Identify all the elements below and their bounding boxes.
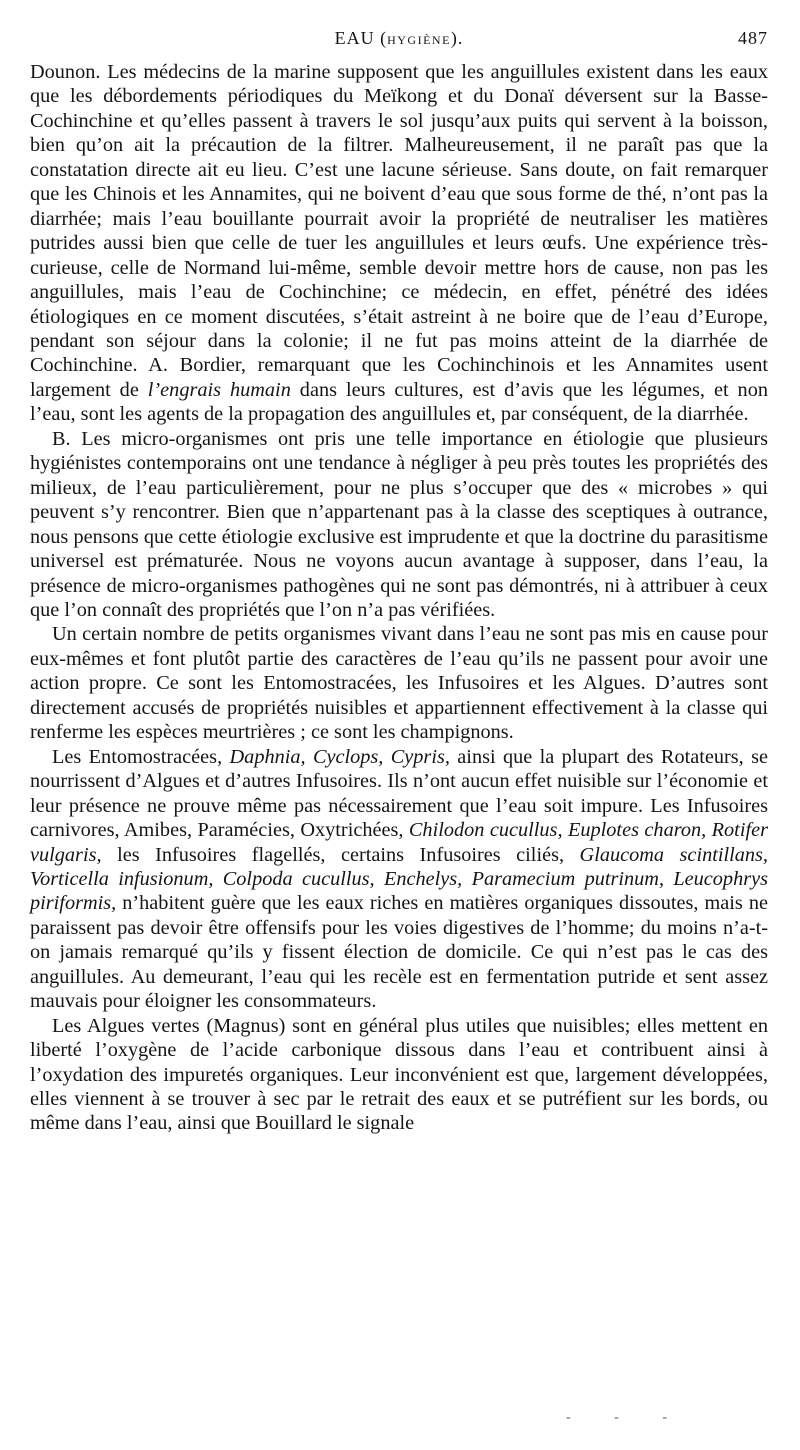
page-number: 487 [738,28,768,48]
book-page [30,28,768,1136]
paragraph [30,427,768,623]
text-run: dans leurs cultures, est d’avis que les légumes, et non l’eau, sont les agents de la propagation des anguillules et, par conséquent, de la diarrhée. [30,378,768,426]
title-subject: HYGIÈNE [387,33,451,47]
text-run: Les Entomostracées, [52,745,230,768]
running-title [30,28,768,49]
running-head [30,28,768,54]
text-run: Dounon. Les médecins de la marine supposent que les anguillules existent dans les eaux que les débordements périodiques du Meïkong et du Donaï déversent sur la Basse-Cochinchine et qu’elles passent à travers le sol jusqu’aux puits qui servent à la boisson, bien qu’on ait la précaution de la filtrer. Malheureusement, il ne paraît pas que la constatation directe ait eu lieu. C’est une lacune sérieuse. Sans doute, on fait remarquer que les Chinois et les Annamites, qui ne boivent d’eau que sous forme de thé, n’ont pas la diarrhée; mais l’eau bouillante pourrait avoir la propriété de neutraliser les matières putrides aussi bien que celle de tuer les anguillules et leurs œufs. Une expérience très-curieuse, celle de Normand lui-même, semble devoir mettre hors de cause, non pas les anguillules, mais l’eau de Cochinchine; ce médecin, en effet, pénétré des idées étiologiques en ce moment discutées, s’était astreint à ne boire que de l’eau d’Europe, pendant son séjour dans la colonie; il ne fut pas moins atteint de la diarrhée de Cochinchine. A. Bordier, remarquant que les Cochinchinois et les Annamites usent largement de [30,61,768,401]
print-mark: - - - [566,1410,687,1425]
italic-term: Glaucoma scintillans, Vorticella infusionum, Colpoda cucullus, Enchelys, Paramecium putrinum, Leucophrys piriformis, [30,843,768,915]
text-run: B. Les micro-organismes ont pris une telle importance en étiologie que plusieurs hygiénistes contemporains ont une tendance à négliger à peu près toutes les propriétés des milieux, de l’eau particulièrement, pour ne plus s’occuper que des « microbes » qui peuvent s’y rencontrer. Bien que n’appartenant pas à la classe des sceptiques à outrance, nous pensons que cette étiologie exclusive est imprudente et que la doctrine du parasitisme universel est prématurée. Nous ne voyons aucun avantage à supposer, dans l’eau, la présence de micro-organismes pathogènes qui ne sont pas démontrés, ni à attribuer à ceux que l’on connaît des propriétés que l’on n’a pas vérifiées. [30,427,768,621]
title-main: EAU ( [334,28,388,48]
text-run: n’habitent guère que les eaux riches en matières organiques dissoutes, mais ne paraissent pas devoir être offensifs pour les voies digestives de l’homme; du moins n’a-t-on jamais remarqué qu’ils y fissent élection de domicile. Ce qui n’est pas le cas des anguillules. Au demeurant, l’eau qui les recèle est en fermentation putride et sent assez mauvais pour éloigner les consommateurs. [30,892,768,1013]
paragraph [30,622,768,744]
text-run: Un certain nombre de petits organismes vivant dans l’eau ne sont pas mis en cause pour eux-mêmes et font plutôt partie des caractères de l’eau qu’ils ne passent pour avoir une action propre. Ce sont les Entomostracées, les Infusoires et les Algues. D’autres sont directement accusés de propriétés nuisibles et appartiennent effectivement à la classe qui renferme les espèces meurtrières ; ce sont les champignons. [30,623,768,744]
text-run: ainsi que la plupart des Rotateurs, se nourrissent d’Algues et d’autres Infusoires. Ils n’ont aucun effet nuisible sur l’économie et leur présence ne prouve même pas nécessairement que l’eau soit impure. Les Infusoires carnivores, Amibes, Paramécies, Oxytrichées, [30,745,768,842]
italic-term: Daphnia, Cyclops, Cypris, [229,745,450,768]
text-run: Les Algues vertes (Magnus) sont en général plus utiles que nuisibles; elles mettent en liberté l’oxygène de l’acide carbonique dissous dans l’eau et contribuent ainsi à l’oxydation des impuretés organiques. Leur inconvénient est que, largement développées, elles viennent à se trouver à sec par le retrait des eaux et se putréfient sur les bords, ou même dans l’eau, ainsi que Bouillard le signale [30,1014,768,1135]
italic-term: Chilodon cucullus, Euplotes charon, Rotifer vulgaris, [30,819,768,866]
italic-term: l’engrais humain [147,378,291,401]
body-text [30,60,768,1136]
title-close: ). [450,28,464,48]
paragraph [30,745,768,1014]
paragraph [30,1014,768,1136]
text-run: les Infusoires flagellés, certains Infusoires ciliés, [101,843,580,866]
paragraph [30,60,768,427]
